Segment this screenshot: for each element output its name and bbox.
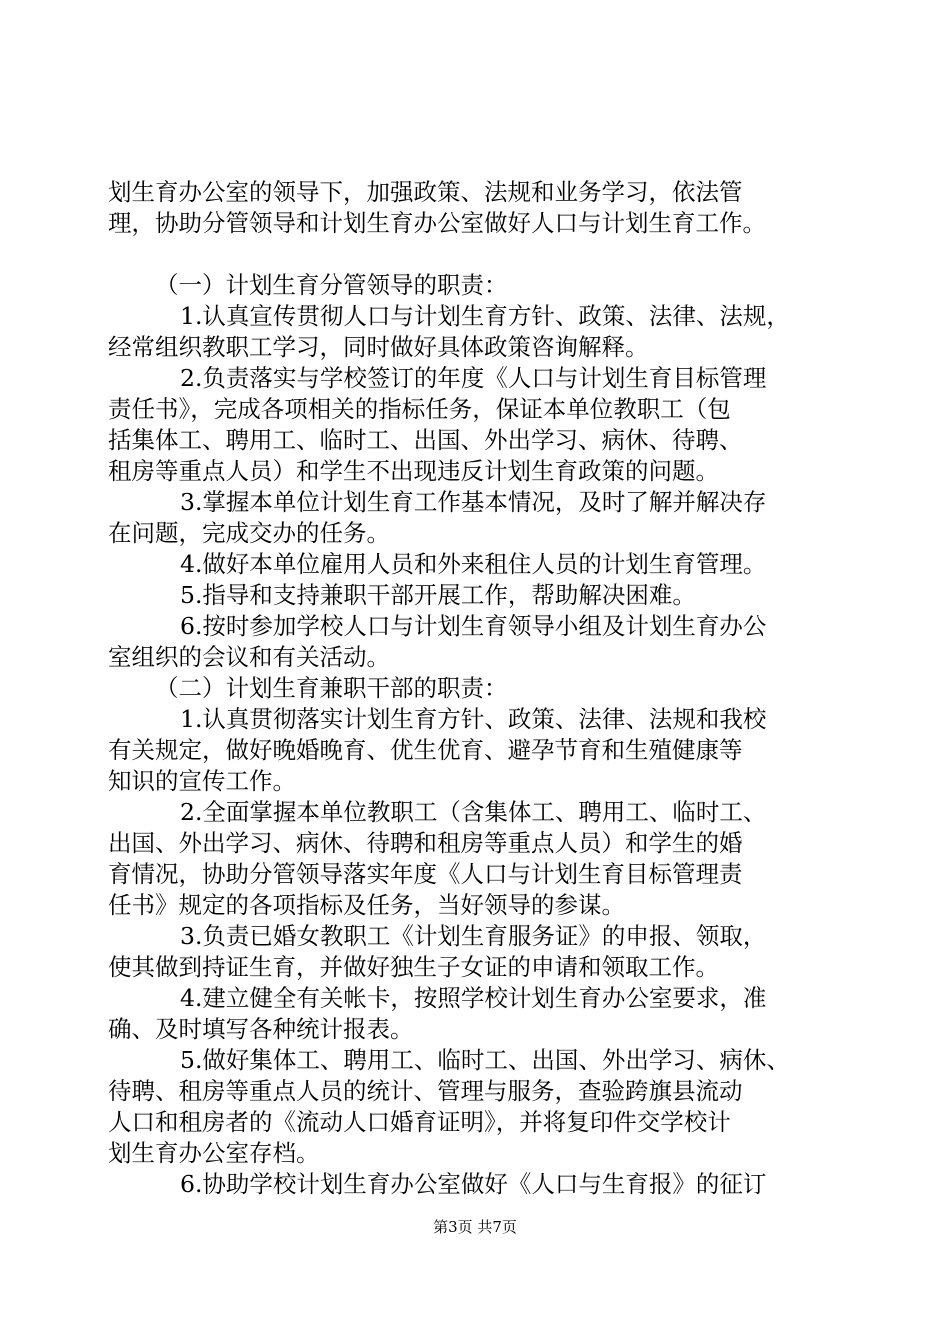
text-line: 待聘、租房等重点人员的统计、管理与服务，查验跨旗县流动	[108, 1077, 743, 1105]
text-line: 3.掌握本单位计划生育工作基本情况，及时了解并解决存	[180, 488, 767, 516]
text-line: 有关规定，做好晚婚晚育、优生优育、避孕节育和生殖健康等	[108, 736, 743, 764]
text-line: 划生育办公室存档。	[108, 1139, 320, 1167]
text-line: 2.负责落实与学校签订的年度《人口与计划生育目标管理	[180, 364, 767, 392]
text-line: 在问题，完成交办的任务。	[108, 519, 390, 547]
text-line: 3.负责已婚女教职工《计划生育服务证》的申报、领取，	[180, 922, 767, 950]
text-line: 育情况，协助分管领导落实年度《人口与计划生育目标管理责	[108, 860, 743, 888]
text-line: 2.全面掌握本单位教职工（含集体工、聘用工、临时工、	[180, 798, 767, 826]
text-line: 5.做好集体工、聘用工、临时工、出国、外出学习、病休、	[180, 1046, 790, 1074]
text-line: 1.认真宣传贯彻人口与计划生育方针、政策、法律、法规，	[180, 302, 790, 330]
text-line: 6.协助学校计划生育办公室做好《人口与生育报》的征订	[180, 1170, 767, 1198]
text-line: 1.认真贯彻落实计划生育方针、政策、法律、法规和我校	[180, 705, 767, 733]
text-line: 使其做到持证生育，并做好独生子女证的申请和领取工作。	[108, 953, 719, 981]
text-line: 人口和租房者的《流动人口婚育证明》，并将复印件交学校计	[108, 1108, 731, 1136]
text-line: 4.建立健全有关帐卡，按照学校计划生育办公室要求，准	[180, 984, 767, 1012]
text-line: 6.按时参加学校人口与计划生育领导小组及计划生育办公	[180, 612, 767, 640]
text-line: 任书》规定的各项指标及任务，当好领导的参谋。	[108, 891, 625, 919]
text-line: 4.做好本单位雇用人员和外来租住人员的计划生育管理。	[180, 550, 767, 578]
text-line: 5.指导和支持兼职干部开展工作，帮助解决困难。	[180, 581, 696, 609]
section-heading: （二）计划生育兼职干部的职责：	[155, 674, 508, 702]
text-line: 划生育办公室的领导下，加强政策、法规和业务学习，依法管	[108, 178, 743, 206]
text-line: 经常组织教职工学习，同时做好具体政策咨询解释。	[108, 333, 649, 361]
page-footer: 第3页 共7页	[433, 1218, 517, 1236]
text-line: 理，协助分管领导和计划生育办公室做好人口与计划生育工作。	[108, 209, 766, 237]
text-line: 确、及时填写各种统计报表。	[108, 1015, 414, 1043]
text-line: 括集体工、聘用工、临时工、出国、外出学习、病休、待聘、	[108, 426, 743, 454]
section-heading: （一）计划生育分管领导的职责：	[155, 271, 508, 299]
text-line: 知识的宣传工作。	[108, 767, 296, 795]
text-line: 室组织的会议和有关活动。	[108, 643, 390, 671]
text-line: 责任书》，完成各项相关的指标任务，保证本单位教职工（包	[108, 395, 731, 423]
text-line: 出国、外出学习、病休、待聘和租房等重点人员）和学生的婚	[108, 829, 743, 857]
text-line: 租房等重点人员）和学生不出现违反计划生育政策的问题。	[108, 457, 719, 485]
